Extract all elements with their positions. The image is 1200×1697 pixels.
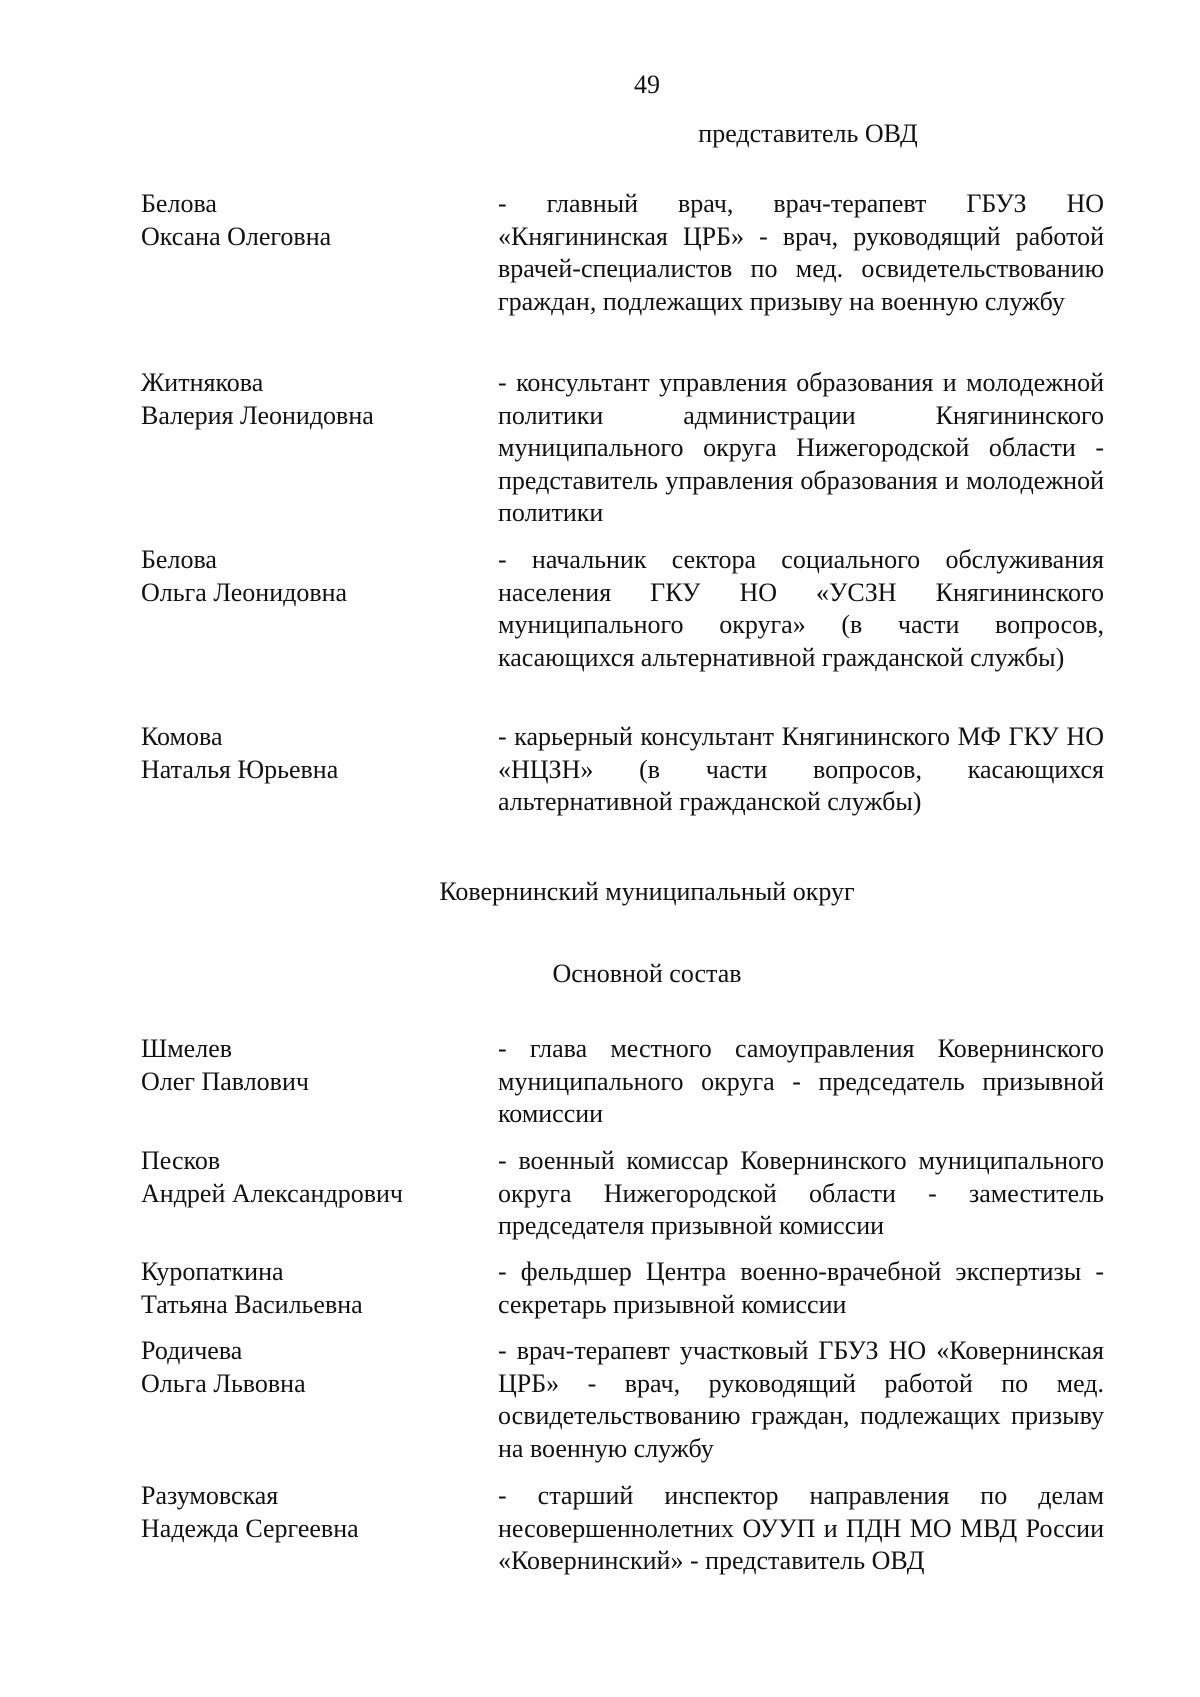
member-given-name: Оксана Олеговна [141, 221, 332, 251]
member-name [141, 1480, 498, 1578]
member-name [141, 544, 498, 674]
subsection-title: Основной состав [552, 959, 742, 988]
member-name [141, 367, 498, 530]
member-role: - глава местного самоуправления Ковернинского муниципального округа - председатель призывной комиссии [498, 1034, 1104, 1129]
member-entry [141, 1145, 1116, 1243]
member-surname: Родичева [141, 1336, 243, 1365]
member-entry [141, 1480, 1116, 1578]
member-name [141, 721, 498, 819]
member-role: - главный врач, врач-терапевт ГБУЗ НО «Княгининская ЦРБ» - врач, руководящий работой врачей-специалистов по мед. освидетельствованию граждан, подлежащих призыву на военную службу [498, 189, 1104, 316]
member-given-name: Надежда Сергеевна [141, 1513, 359, 1543]
member-entry [141, 544, 1116, 674]
member-surname: Комова [141, 722, 223, 751]
member-role: - фельдшер Центра военно-врачебной экспертизы - секретарь призывной комиссии [498, 1257, 1104, 1319]
member-entry [141, 1033, 1116, 1131]
member-given-name: Наталья Юрьевна [141, 754, 339, 784]
member-surname: Белова [141, 545, 217, 574]
member-role: - старший инспектор направления по делам несовершеннолетних ОУУП и ПДН МО МВД России «Ковернинский» - представитель ОВД [498, 1481, 1104, 1576]
member-entry [141, 367, 1116, 530]
member-name [141, 1256, 498, 1321]
member-role: - врач-терапевт участковый ГБУЗ НО «Ковернинская ЦРБ» - врач, руководящий работой по мед. освидетельствованию граждан, подлежащих призыву на военную службу [498, 1336, 1104, 1463]
member-name [141, 1033, 498, 1131]
member-entry [141, 1256, 1116, 1321]
member-surname: Куропаткина [141, 1257, 284, 1286]
member-given-name: Андрей Александрович [141, 1178, 403, 1208]
member-name [141, 1335, 498, 1465]
member-surname: Белова [141, 189, 217, 218]
member-entry [141, 1335, 1116, 1465]
member-entry [141, 188, 1116, 318]
member-given-name: Валерия Леонидовна [141, 400, 374, 430]
member-given-name: Ольга Львовна [141, 1368, 306, 1398]
page-number: 49 [634, 70, 660, 99]
member-role: - карьерный консультант Княгининского МФ ГКУ НО «НЦЗН» (в части вопросов, касающихся альтернативной гражданской службы) [498, 722, 1104, 817]
member-surname: Песков [141, 1146, 221, 1175]
member-surname: Разумовская [141, 1481, 279, 1510]
member-role: - начальник сектора социального обслуживания населения ГКУ НО «УСЗН Княгининского муниципального округа» (в части вопросов, касающихся альтернативной гражданской службы) [498, 545, 1104, 672]
section-title: Ковернинский муниципальный округ [439, 877, 855, 906]
member-surname: Шмелев [141, 1034, 233, 1063]
member-role: - консультант управления образования и молодежной политики администрации Княгининского муниципального округа Нижегородской области - представитель управления образования и молодежной политики [498, 368, 1104, 528]
member-name [141, 1145, 498, 1243]
member-role: - военный комиссар Ковернинского муниципального округа Нижегородской области - заместитель председателя призывной комиссии [498, 1146, 1104, 1241]
member-given-name: Олег Павлович [141, 1066, 309, 1096]
member-name [141, 188, 498, 318]
member-surname: Житнякова [141, 368, 264, 397]
carryover-text: представитель ОВД [698, 119, 918, 148]
member-given-name: Татьяна Васильевна [141, 1289, 363, 1319]
member-given-name: Ольга Леонидовна [141, 577, 348, 607]
member-entry [141, 721, 1116, 819]
